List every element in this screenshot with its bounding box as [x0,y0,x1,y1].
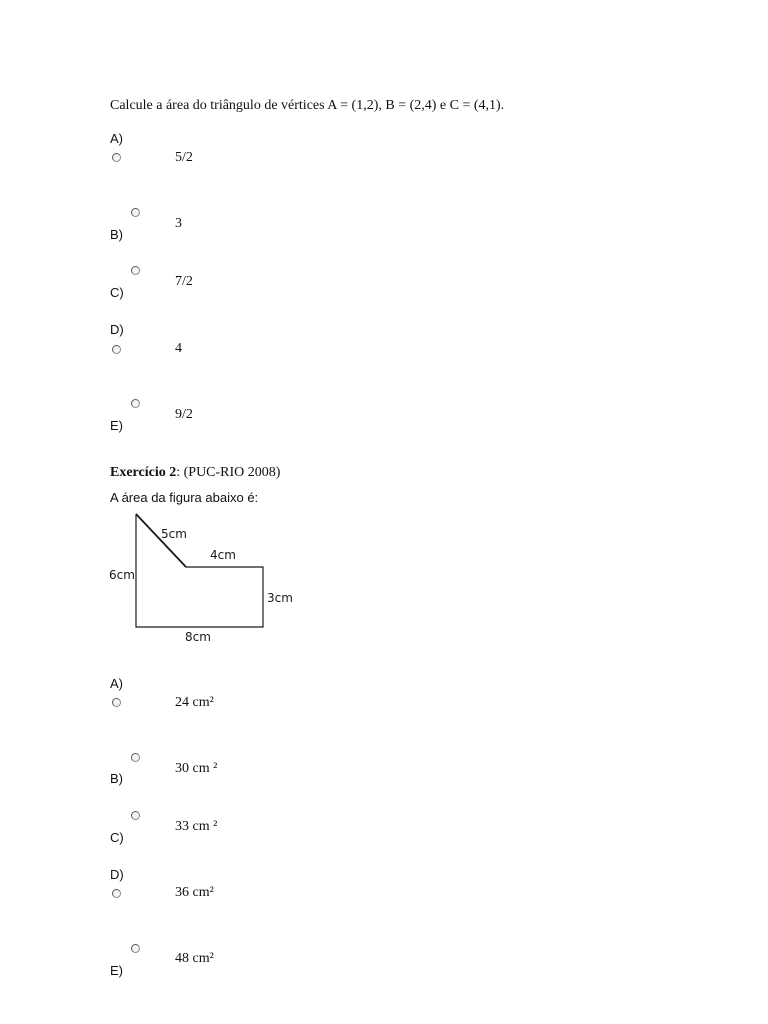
figure-label-top: 4cm [210,548,236,562]
polygon-figure [108,510,298,650]
q1-option-c-radio[interactable] [131,266,140,275]
figure-label-bottom: 8cm [185,630,211,644]
q1-option-d-text: 4 [175,341,182,356]
figure-outline [136,514,263,627]
q1-option-c-letter: C) [110,285,124,300]
q2-option-a-letter: A) [110,676,123,691]
q2-option-b-text: 30 cm ² [175,761,218,776]
q2-option-c-radio[interactable] [131,811,140,820]
exercise-2-title-source: : (PUC-RIO 2008) [176,465,281,480]
exercise-2-title-bold: Exercício 2 [110,465,177,480]
q1-option-b-text: 3 [175,216,182,231]
q1-option-c-text: 7/2 [175,274,193,289]
q1-option-e-text: 9/2 [175,407,193,422]
q1-option-d-letter: D) [110,322,124,337]
q1-option-a-text: 5/2 [175,150,193,165]
question-1-text: Calcule a área do triângulo de vértices A = (1,2), B = (2,4) e C = (4,1). [110,98,505,113]
figure-label-diagonal: 5cm [161,527,187,541]
q2-option-a-text: 24 cm² [175,695,214,710]
q2-option-e-text: 48 cm² [175,951,214,966]
q1-option-e-radio[interactable] [131,399,140,408]
q1-option-d-radio[interactable] [112,345,121,354]
q2-option-b-letter: B) [110,771,123,786]
q2-option-d-letter: D) [110,867,124,882]
q1-option-a-radio[interactable] [112,153,121,162]
q2-option-a-radio[interactable] [112,698,121,707]
q2-option-c-letter: C) [110,830,124,845]
q2-option-c-text: 33 cm ² [175,819,218,834]
q2-option-d-radio[interactable] [112,889,121,898]
q1-option-e-letter: E) [110,418,123,433]
figure-label-left: 6cm [109,568,135,582]
q2-option-e-radio[interactable] [131,944,140,953]
q1-option-b-letter: B) [110,227,123,242]
q2-option-b-radio[interactable] [131,753,140,762]
question-2-text: A área da figura abaixo é: [110,490,259,505]
exercise-2-title [110,465,280,481]
q1-option-b-radio[interactable] [131,208,140,217]
q2-option-e-letter: E) [110,963,123,978]
q1-option-a-letter: A) [110,131,123,146]
figure-label-right: 3cm [267,591,293,605]
q2-option-d-text: 36 cm² [175,885,214,900]
